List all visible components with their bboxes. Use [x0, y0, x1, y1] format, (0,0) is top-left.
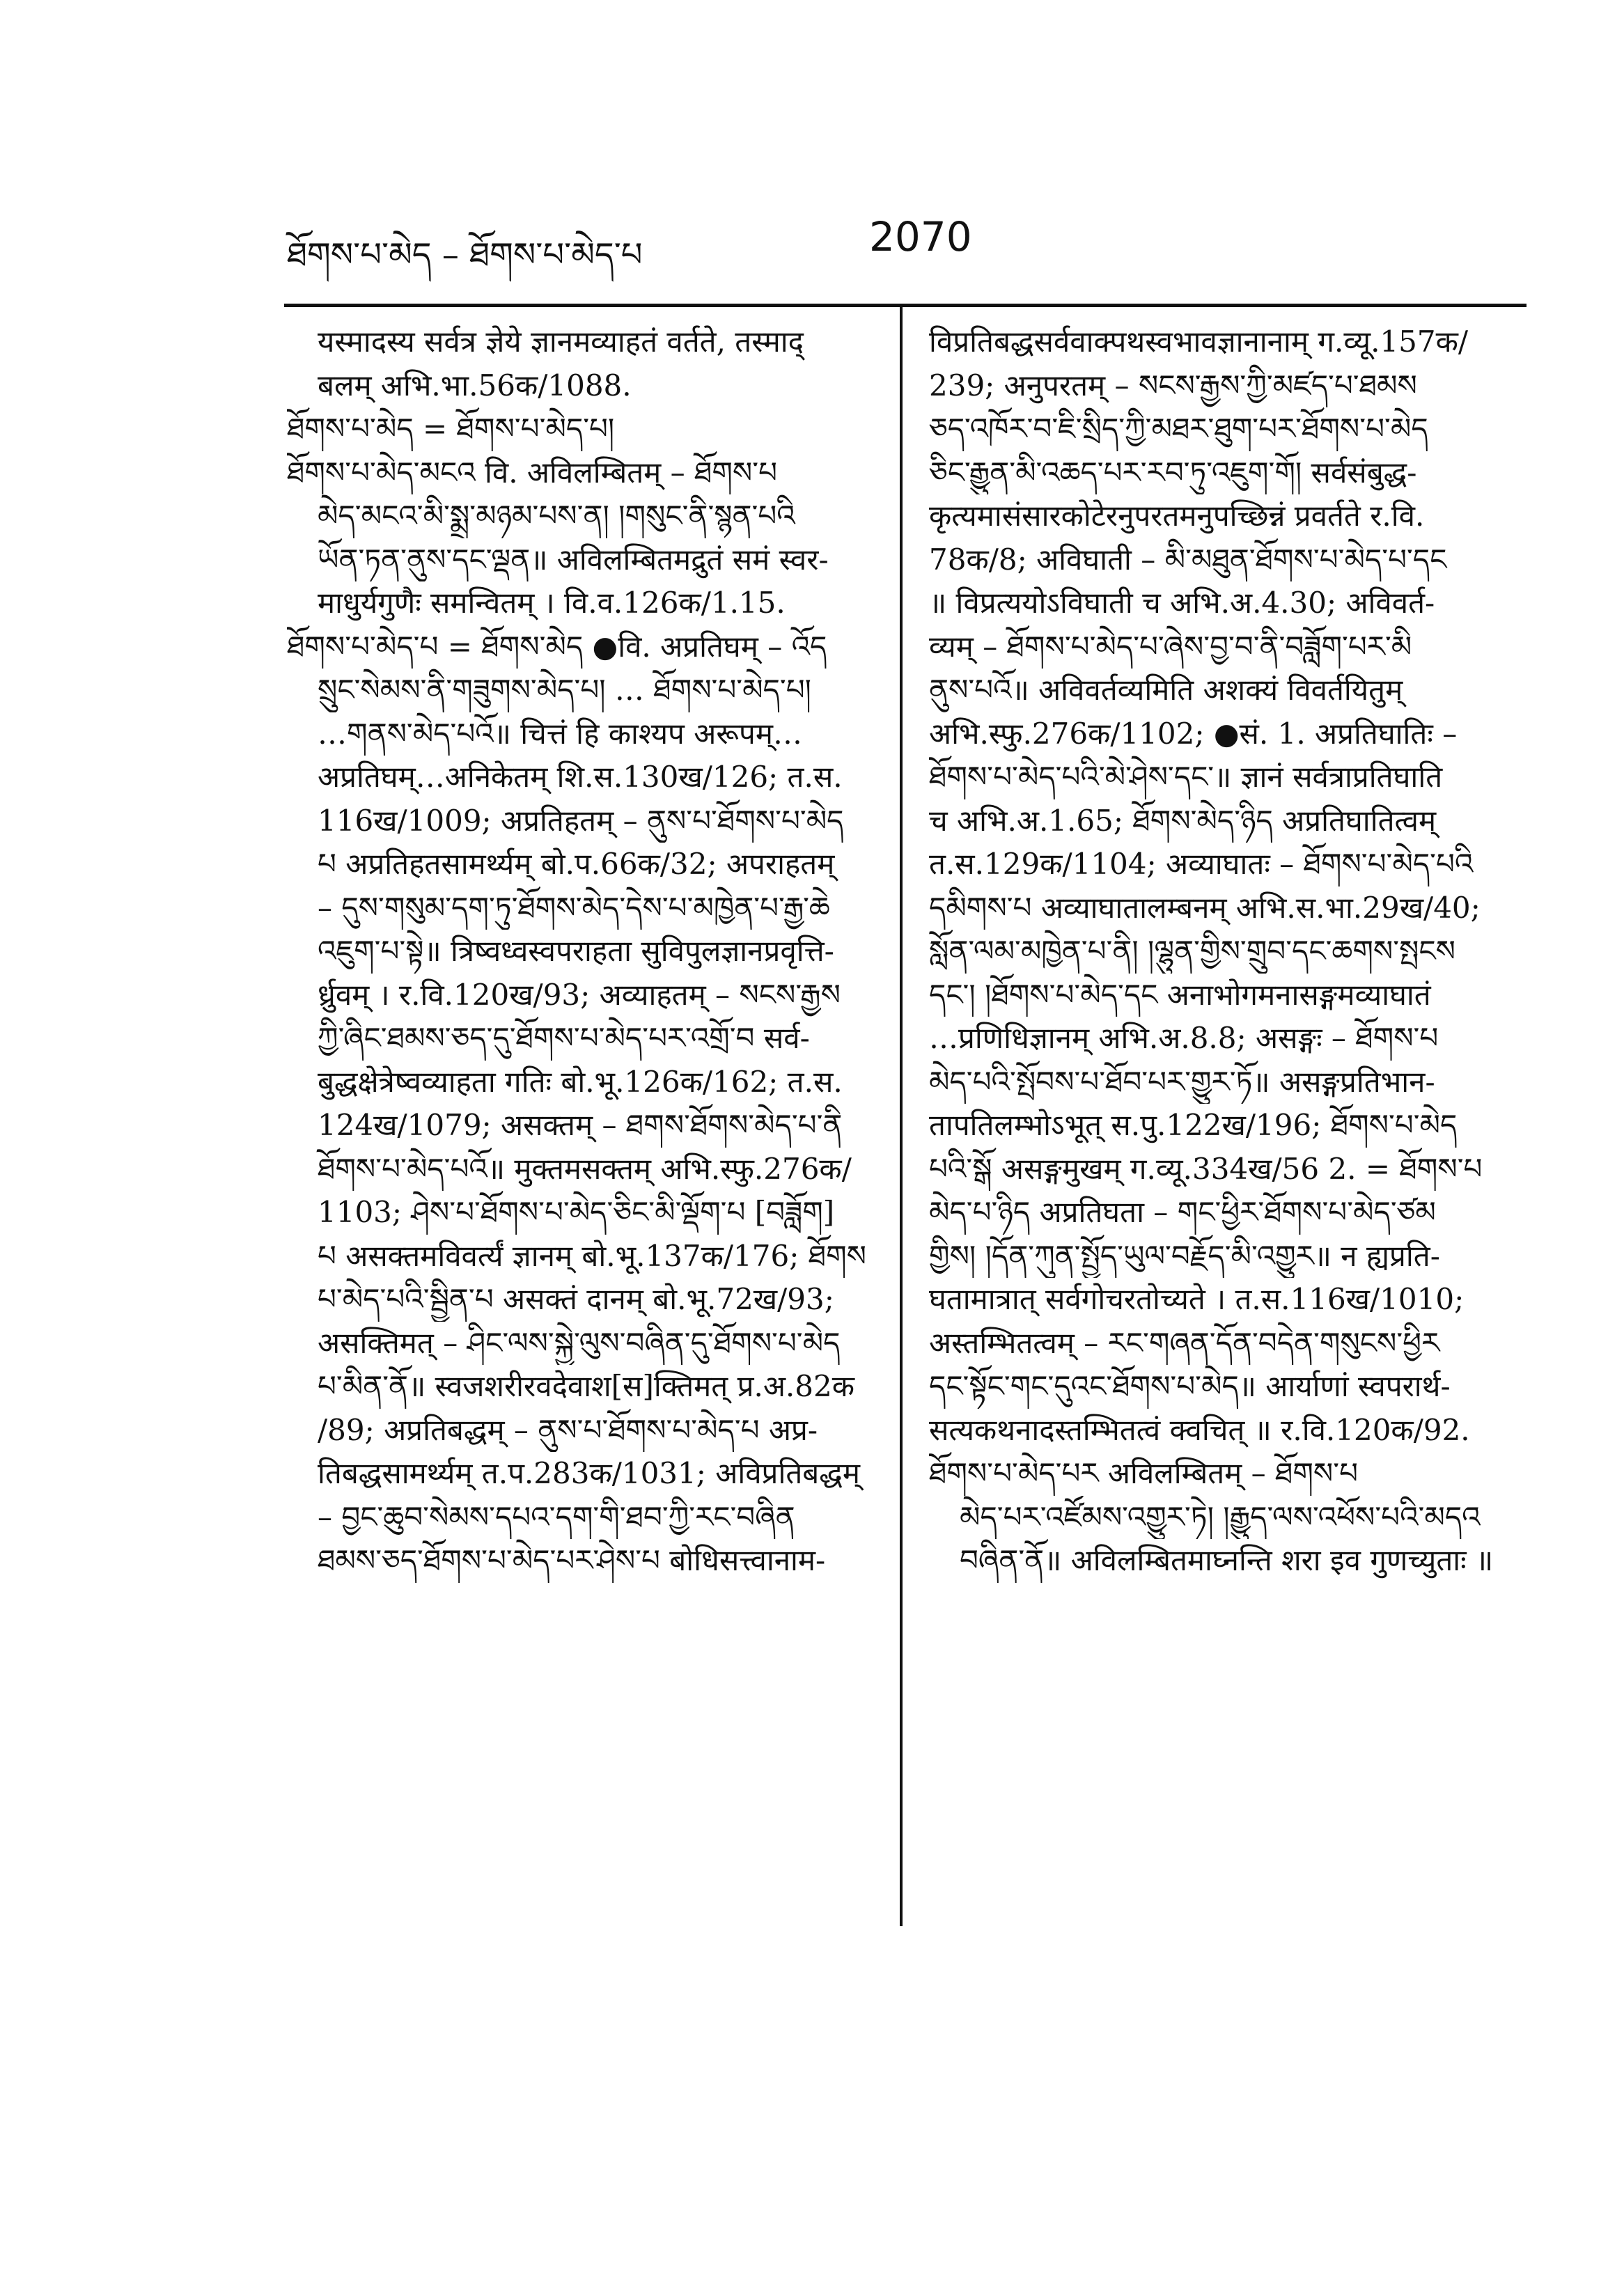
- text-line: འཇུག་པ་སྟེ॥ त्रिष्वध्वस्वपराहता सुविपुलज्ञानप्रवृत्ति-: [318, 934, 834, 968]
- text-line: གྱིས། །དོན་ཀུན་སྤྱོད་ཡུལ་བརྗོད་མི་འགྱུར॥ न ह्यप्रति-: [929, 1238, 1440, 1273]
- text-line: 116ख/1009; अप्रतिहतम् – ནུས་པ་ཐོགས་པ་མེད: [318, 803, 844, 838]
- text-line: ཐོགས་པ་མེད་པའི་མེ་ཤེས་དང་॥ ज्ञानं सर्वत्राप्रतिघाति: [929, 760, 1443, 794]
- text-line: 78क/8; अविघाती – མི་མཐུན་ཐོགས་པ་མེད་པ་དང: [929, 542, 1447, 577]
- text-line: པ་མིན་ནོ॥ स्वजशरीरवदेवाश[स]क्तिमत् प्र.अ.82क: [318, 1369, 854, 1403]
- left-column: [287, 320, 884, 1583]
- text-line: – བྱང་ཆུབ་སེམས་དཔའ་དག་གི་ཐབ་ཀྱི་རང་བཞིན: [318, 1499, 795, 1534]
- text-line: མེད་པར་འཛོམས་འགྱུར་ཏེ། །རྒྱུད་ལས་འཕོས་པའི་མདའ: [960, 1499, 1481, 1534]
- running-header-headwords: ཐོགས་པ་མེད – ཐོགས་པ་མེད་པ: [287, 235, 643, 274]
- text-line: व्यम् – ཐོགས་པ་མེད་པ་ཞེས་བྱ་བ་ནི་བཟློག་པར་མི: [929, 629, 1412, 664]
- text-line: མེད་པའི་སྤོབས་པ་ཐོབ་པར་གྱུར་ཏོ॥ असङ्गप्रतिभान-: [929, 1064, 1435, 1099]
- text-line: མེད་མངའ་མི་སྨྲ་མཉམ་པས་ན། །གསུང་ནི་སྙན་པའི: [318, 499, 795, 533]
- header-rule: [284, 304, 1527, 307]
- text-line: – དུས་གསུམ་དག་ཏུ་ཐོགས་མེད་དེས་པ་མཁྱེན་པ་རྒྱ་ཆེ: [318, 890, 830, 925]
- entry-headword-line: ཐོགས་པ་མེད = ཐོགས་པ་མེད་པ།: [287, 412, 615, 446]
- entry-headword-line: ཐོགས་པ་མེད་པ = ཐོགས་མེད ●वि. अप्रतिघम् – འོད: [287, 629, 827, 664]
- text-line: ཡོན་ཏན་ནུས་དང་ལྡན॥ अविलम्बितमद्रुतं समं स्वर-: [318, 542, 829, 577]
- text-line: …प्रणिधिज्ञानम् अभि.अ.8.8; असङ्गः – ཐོགས་པ: [929, 1021, 1439, 1055]
- entry-headword-line: ཐོགས་པ་མེད་མངའ वि. अविलम्बितम् – ཐོགས་པ: [287, 455, 778, 490]
- text-line: अस्तम्भितत्वम् – རང་གཞན་དོན་བདེན་གསུངས་ཕྱིར: [929, 1325, 1440, 1360]
- right-column: [929, 320, 1527, 1583]
- text-line: च अभि.अ.1.65; ཐོགས་མེད་ཉིད अप्रतिघातित्वम्: [929, 803, 1437, 838]
- text-line: तापतिलम्भोऽभूत् स.पु.122ख/196; ཐོགས་པ་མེད: [929, 1108, 1458, 1142]
- text-line: घतामात्रात् सर्वगोचरतोच्यते । त.स.116ख/1010;: [929, 1282, 1465, 1316]
- text-line: ཅད་འཁོར་བ་ཇི་སྲིད་ཀྱི་མཐར་ཐུག་པར་ཐོགས་པ་མེད: [929, 412, 1428, 446]
- text-line: སློན་ལམ་མཁྱེན་པ་ནི། །ལྷུན་གྱིས་གྲུབ་དང་ཆགས་སྤངས: [929, 934, 1455, 968]
- text-line: པ་མེད་པའི་སྦྱིན་པ असक्तं दानम् बो.भू.72ख/93;: [318, 1282, 834, 1316]
- text-line: 239; अनुपरतम् – སངས་རྒྱས་ཀྱི་མཛད་པ་ཐམས: [929, 368, 1417, 403]
- text-line: त.स.129क/1104; अव्याघातः – ཐོགས་པ་མེད་པའི: [929, 847, 1474, 881]
- text-line: माधुर्यगुणैः समन्वितम् । वि.व.126क/1.15.: [318, 586, 786, 620]
- text-line: པའི་སྒོ असङ्गमुखम् ग.व्यू.334ख/56 2. = ཐོགས་པ: [929, 1151, 1483, 1186]
- text-line: असक्तिमत् – ཤིང་ལས་སྐྱེ་ལུས་བཞིན་དུ་ཐོགས་པ་མེད: [318, 1325, 841, 1360]
- text-line: མེད་པ་ཉིད अप्रतिघता – གང་ཕྱིར་ཐོགས་པ་མེད་ཙམ: [929, 1195, 1436, 1229]
- column-divider: [900, 304, 903, 1926]
- text-line: བཞིན་ནོ॥ अविलम्बितमाघ्नन्ति शरा इव गुणच्युताः ॥: [960, 1543, 1494, 1577]
- text-line: …གནས་མེད་པའོ॥ चित्तं हि काश्यप अरूपम्…: [318, 716, 802, 751]
- text-line: དང་སྟོང་གང་དུའང་ཐོགས་པ་མེད॥ आर्याणां स्वपरार्थ-: [929, 1369, 1451, 1403]
- text-line: अभि.स्फु.276क/1102; ●सं. 1. अप्रतिघातिः –: [929, 716, 1458, 751]
- text-line: /89; अप्रतिबद्धम् – ནུས་པ་ཐོགས་པ་མེད་པ अप्र-: [318, 1412, 818, 1447]
- text-line: སྲུང་སེམས་ནི་གཟུགས་མེད་པ། … ཐོགས་པ་མེད་པ།: [318, 673, 811, 707]
- text-line: कृत्यमासंसारकोटेरनुपरतमनुपच्छिन्नं प्रवर्तते र.वि.: [929, 499, 1425, 533]
- entry-headword-line: ཐོགས་པ་མེད་པར अविलम्बितम् – ཐོགས་པ: [929, 1456, 1358, 1490]
- page-number: 2070: [869, 213, 972, 260]
- text-line: ཅིང་རྒྱུན་མི་འཆད་པར་རབ་ཏུ་འཇུག་གོ། सर्वसंबुद्ध-: [929, 455, 1417, 490]
- text-line: विप्रतिबद्धसर्ववाक्पथस्वभावज्ञानानाम् ग.व्यू.157क/: [929, 325, 1468, 359]
- text-line: र्ध्रुवम् । र.वि.120ख/93; अव्याहतम् – སངས་རྒྱས: [318, 977, 841, 1012]
- text-line: यस्मादस्य सर्वत्र ज्ञेये ज्ञानमव्याहतं वर्तते, तस्माद्: [318, 325, 804, 359]
- text-line: ཐམས་ཅད་ཐོགས་པ་མེད་པར་ཤེས་པ बोधिसत्त्वानाम-: [318, 1543, 826, 1577]
- text-line: ཐོགས་པ་མེད་པའོ॥ मुक्तमसक्तम् अभि.स्फु.276क/: [318, 1151, 852, 1186]
- text-line: तिबद्धसामर्थ्यम् त.प.283क/1031; अविप्रतिबद्धम्: [318, 1456, 860, 1490]
- text-line: सत्यकथनादस्तम्भितत्वं क्वचित् ॥ र.वि.120क/92.: [929, 1412, 1470, 1447]
- text-line: ॥ विप्रत्ययोऽविघाती च अभि.अ.4.30; अविवर्त-: [929, 586, 1435, 620]
- text-line: དང་། །ཐོགས་པ་མེད་དང अनाभोगमनासङ्गमव्याघातं: [929, 977, 1431, 1012]
- text-line: अप्रतिघम्…अनिकेतम् शि.स.130ख/126; त.स.: [318, 760, 843, 794]
- text-line: པ असक्तमविवर्त्यं ज्ञानम् बो.भू.137क/176; ཐོགས: [318, 1238, 866, 1273]
- text-line: बुद्धक्षेत्रेष्वव्याहता गतिः बो.भू.126क/162; त.स.: [318, 1064, 843, 1099]
- text-line: པ अप्रतिहतसामर्थ्यम् बो.प.66क/32; अपराहतम्: [318, 847, 835, 881]
- text-line: ཀྱི་ཞིང་ཐམས་ཅད་དུ་ཐོགས་པ་མེད་པར་འགྲོ་བ सर्व-: [318, 1021, 810, 1055]
- text-line: 1103; ཤེས་པ་ཐོགས་པ་མེད་ཅིང་མི་ལྡོག་པ [བཟློག]: [318, 1195, 835, 1229]
- text-line: དམིགས་པ अव्याघातालम्बनम् अभि.स.भा.29ख/40;: [929, 890, 1481, 925]
- text-line: 124ख/1079; असक्तम् – ཐགས་ཐོགས་མེད་པ་ནི: [318, 1108, 843, 1142]
- text-line: ནུས་པའོ॥ अविवर्तव्यमिति अशक्यं विवर्तयितुम्: [929, 673, 1403, 707]
- text-line: बलम् अभि.भा.56क/1088.: [318, 368, 632, 403]
